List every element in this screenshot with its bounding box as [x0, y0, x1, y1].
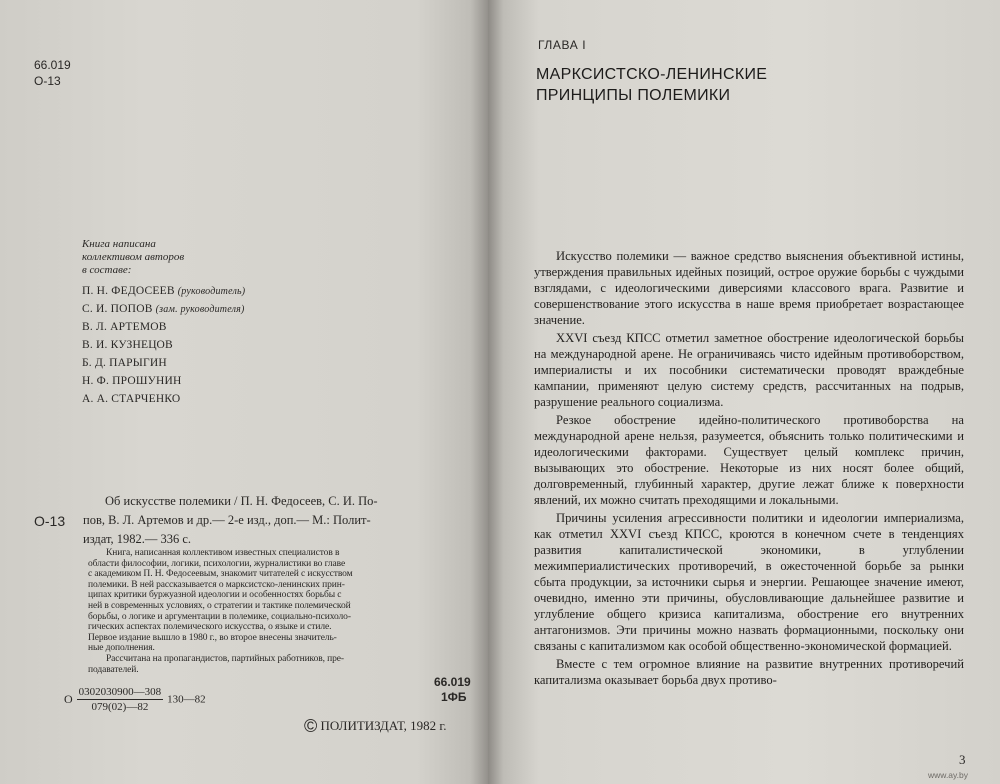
author-name: А. А. СТАРЧЕНКО — [82, 393, 181, 405]
annotation — [88, 548, 353, 675]
author-name: В. Л. АРТЕМОВ — [82, 321, 167, 333]
classification-code-top: 66.019 — [34, 58, 71, 72]
annotation-line: борьбы, о логике и аргументации в полемике, социально-психоло- — [88, 611, 351, 622]
chapter-label: ГЛАВА I — [538, 38, 587, 52]
bottom-classification-2: 1ФБ — [441, 690, 467, 704]
body-paragraph: Искусство полемики — важное средство выяснения объективной истины, утверждения правильных идейных позиций, острое оружие борьбы с чуждыми взглядами, с идеологическими диверсиями классового врага. Развитие и совершенствование этого искусства в наше время приобретает возрастающее значение. — [534, 249, 964, 327]
author-entry — [82, 339, 173, 351]
annotation-line: подавателей. — [88, 664, 139, 675]
authors-intro-line: Книга написана — [82, 238, 156, 250]
annotation-line: Первое издание вышло в 1980 г., во второе внесены значитель- — [88, 632, 337, 643]
formula-suffix: 130—82 — [167, 693, 206, 706]
annotation-line: ципах критики буржуазной идеологии и особенностях борьбы с — [88, 590, 342, 601]
annotation-line: ней в современных условиях, о стратегии и тактике полемической — [88, 600, 351, 611]
author-name: С. И. ПОПОВ — [82, 303, 153, 315]
copyright-text: ПОЛИТИЗДАТ, 1982 г. — [320, 718, 447, 733]
chapter-title-line: ПРИНЦИПЫ ПОЛЕМИКИ — [536, 87, 731, 104]
bibliographic-record — [83, 492, 378, 549]
copyright-line — [304, 716, 447, 737]
annotation-line: Книга, написанная коллективом известных специалистов в — [106, 548, 340, 558]
formula-prefix: О — [64, 692, 73, 706]
author-entry — [82, 303, 245, 315]
author-role: (зам. руководителя) — [155, 304, 245, 315]
chapter-title-line: МАРКСИСТСКО-ЛЕНИНСКИЕ — [536, 66, 768, 83]
authors-intro-line: в составе: — [82, 264, 132, 276]
biblio-line: издат, 1982.— 336 с. — [83, 532, 192, 546]
annotation-line: области философии, логики, психологии, журналистики во главе — [88, 558, 346, 569]
author-role: (руководитель) — [177, 286, 246, 297]
biblio-author-mark: О-13 — [34, 513, 66, 529]
author-name: Н. Ф. ПРОШУНИН — [82, 375, 182, 387]
annotation-line: ные дополнения. — [88, 643, 155, 654]
formula-numerator: 0302030900—308 — [78, 686, 162, 698]
author-name: П. Н. ФЕДОСЕЕВ — [82, 285, 175, 297]
biblio-line: Об искусстве полемики / П. Н. Федосеев, С. И. По- — [105, 494, 378, 508]
copyright-icon: © — [304, 716, 318, 736]
authors-intro-line: коллективом авторов — [82, 251, 185, 263]
formula-fraction — [77, 685, 164, 714]
annotation-line: гических аспектах полемического искусства, о языке и стиле. — [88, 622, 332, 633]
annotation-line: Рассчитана на пропагандистов, партийных работников, пре- — [106, 653, 344, 664]
author-entry — [82, 321, 167, 333]
body-paragraph: Вместе с тем огромное влияние на развитие внутренних противоречий капитализма оказывает борьба двух противо- — [534, 657, 964, 687]
classification-code-author-mark: О-13 — [34, 74, 61, 88]
bottom-classification: 66.019 — [434, 675, 471, 689]
author-entry — [82, 375, 182, 387]
body-paragraph: Причины усиления агрессивности политики и идеологии империализма, как отметил XXVI съезд КПСС, кроются в конечном счете в тенденциях развития капиталистической экономики, в углублении межимпериалистических противоречий, в ожесточенной борьбе за рынки сбыта продукции, за источники сырья и энергии. Решающее значение имеют, очевидно, именно эти причины, обусловливающие дальнейшее развитие и углубление общего кризиса капитализма, обострение его внутренних антагонизмов. Эти причины можно назвать формационными, поскольку они связаны с капитализмом как особой общественно-экономической формацией. — [534, 511, 964, 653]
annotation-line: полемики. В ней рассказывается о марксистско-ленинских прин- — [88, 579, 345, 590]
biblio-line: пов, В. Л. Артемов и др.— 2-е изд., доп.— М.: Полит- — [83, 513, 371, 527]
isbn-formula — [64, 685, 206, 714]
author-entry — [82, 285, 245, 297]
author-entry — [82, 357, 167, 369]
annotation-line: с академиком П. Н. Федосеевым, знакомит читателей с искусством — [88, 569, 353, 580]
chapter-body — [534, 248, 964, 690]
chapter-title — [536, 64, 767, 106]
author-name: В. И. КУЗНЕЦОВ — [82, 339, 173, 351]
authors-intro — [82, 238, 184, 277]
body-paragraph: Резкое обострение идейно-политического противоборства на международной арене нельзя, разумеется, объяснить только политическими и идеологическими факторами. Существует целый комплекс причин, вызывающих это обострение. Некоторые из них носят более общий, долговременный, глубинный характер, другие лежат ближе к поверхности явлений, их можно считать преходящими и локальными. — [534, 413, 964, 507]
page-number: 3 — [959, 752, 966, 767]
body-paragraph: XXVI съезд КПСС отметил заметное обострение идеологической борьбы на международной арене. Не ограничиваясь чисто идейным противоборством, империалисты и их пособники систематически проводят враждебные кампании, применяют целую систему средств, рассчитанных на подрыв, разрушение реального социализма. — [534, 331, 964, 409]
author-name: Б. Д. ПАРЫГИН — [82, 357, 167, 369]
formula-denominator: 079(02)—82 — [91, 701, 149, 713]
author-entry — [82, 393, 180, 405]
watermark: www.ay.by — [928, 770, 968, 780]
